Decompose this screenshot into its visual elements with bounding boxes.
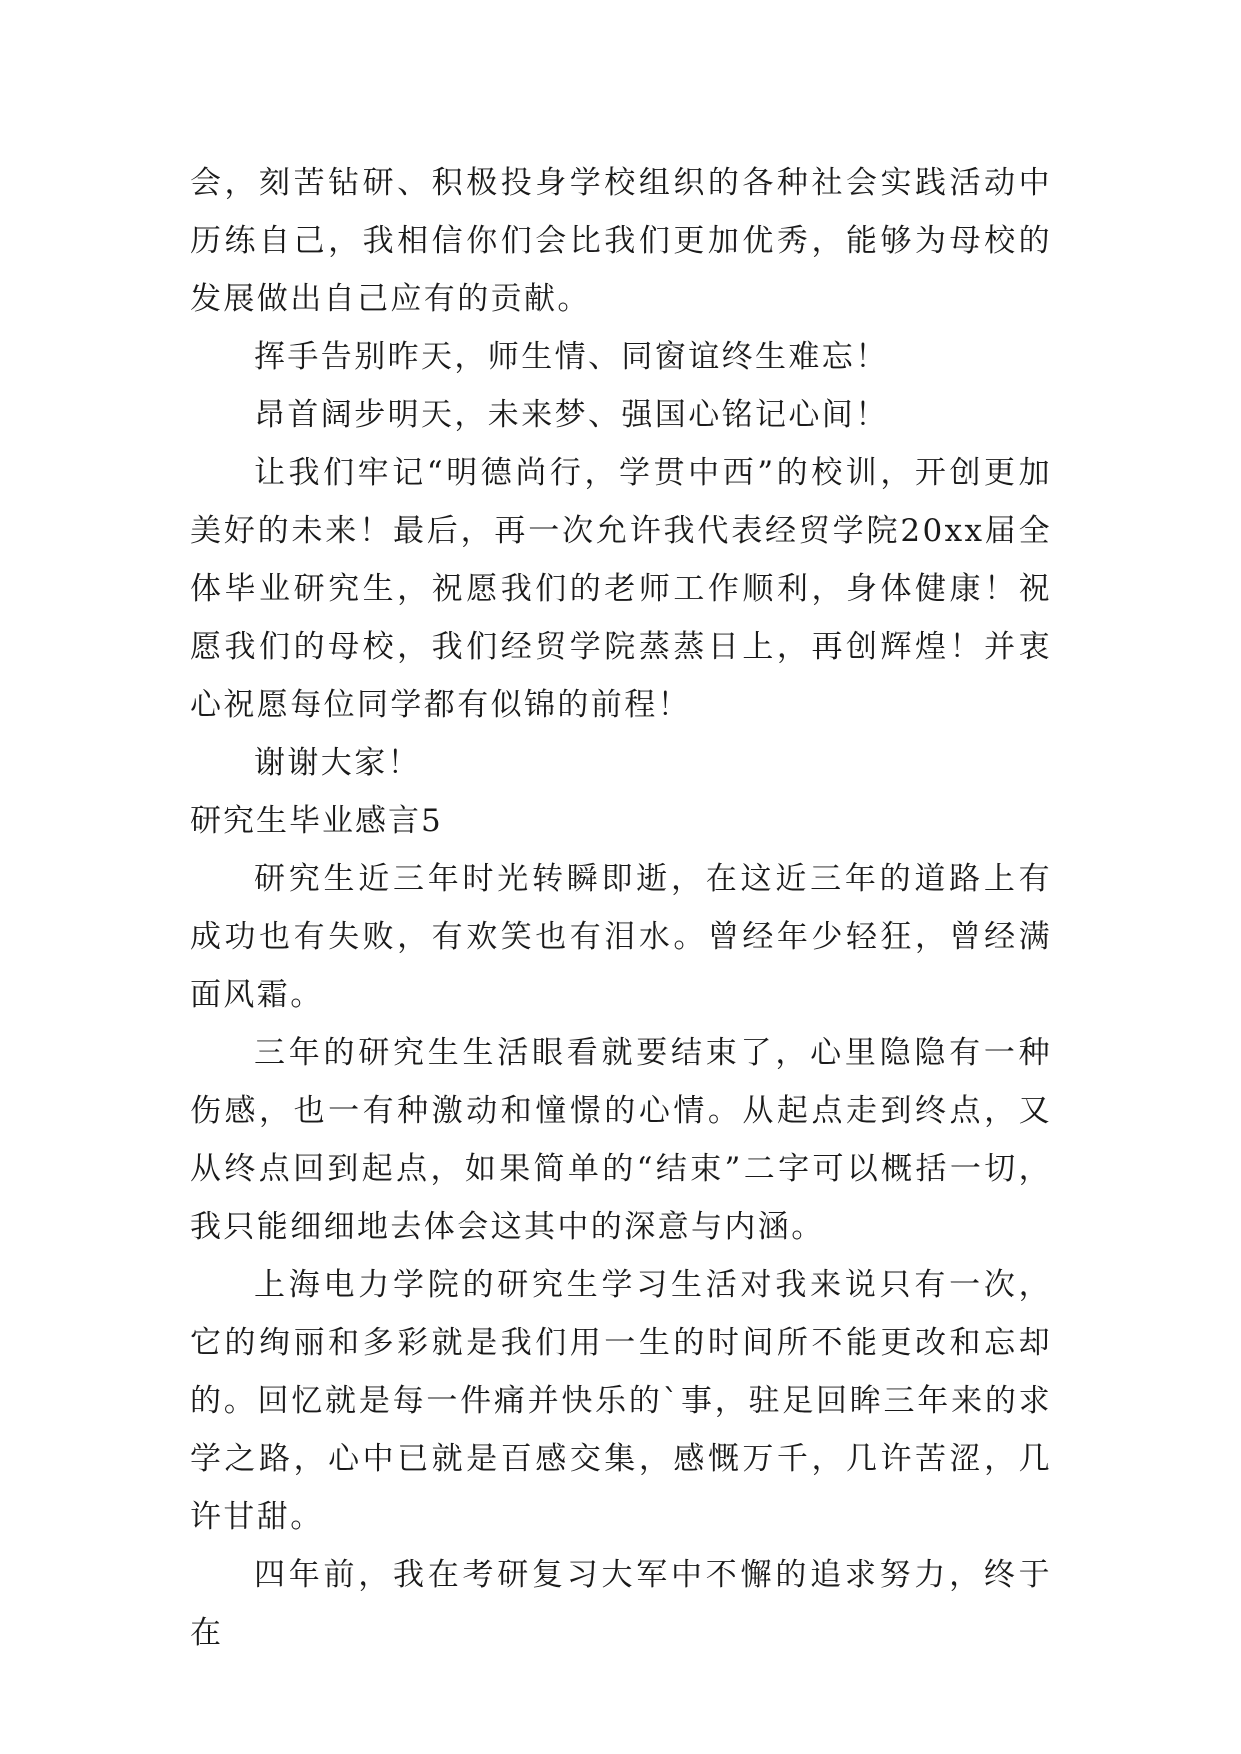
section-heading: 研究生毕业感言5 <box>190 803 443 839</box>
paragraph-four-years-ago: 四年前，我在考研复习大军中不懈的追求努力，终于在 <box>190 1557 1052 1651</box>
paragraph-shanghai-electric: 上海电力学院的研究生学习生活对我来说只有一次，它的绚丽和多彩就是我们用一生的时间所不能更改和忘却的。回忆就是每一件痛并快乐的`事，驻足回眸三年来的求学之路，心中已就是百感交集，感慨万千，几许苦涩，几许甘甜。 <box>190 1267 1052 1535</box>
paragraph-ending-life: 三年的研究生生活眼看就要结束了，心里隐隐有一种伤感，也一有种激动和憧憬的心情。从起点走到终点，又从终点回到起点，如果简单的“结束”二字可以概括一切，我只能细细地去体会这其中的深意与内涵。 <box>190 1035 1052 1245</box>
paragraph-stride-tomorrow: 昂首阔步明天，未来梦、强国心铭记心间！ <box>254 397 889 433</box>
paragraph-farewell-yesterday: 挥手告别昨天，师生情、同窗谊终生难忘！ <box>254 339 889 375</box>
paragraph-school-motto: 让我们牢记“明德尚行，学贯中西”的校训，开创更加美好的未来！最后，再一次允许我代表经贸学院20xx届全体毕业研究生，祝愿我们的老师工作顺利，身体健康！祝愿我们的母校，我们经贸学院蒸蒸日上，再创辉煌！并衷心祝愿每位同学都有似锦的前程！ <box>190 455 1052 723</box>
paragraph-continuation: 会，刻苦钻研、积极投身学校组织的各种社会实践活动中历练自己，我相信你们会比我们更加优秀，能够为母校的发展做出自己应有的贡献。 <box>190 165 1052 317</box>
paragraph-thanks: 谢谢大家！ <box>254 745 421 781</box>
paragraph-three-years: 研究生近三年时光转瞬即逝，在这近三年的道路上有成功也有失败，有欢笑也有泪水。曾经年少轻狂，曾经满面风霜。 <box>190 861 1052 1013</box>
document-body <box>190 154 1052 1662</box>
